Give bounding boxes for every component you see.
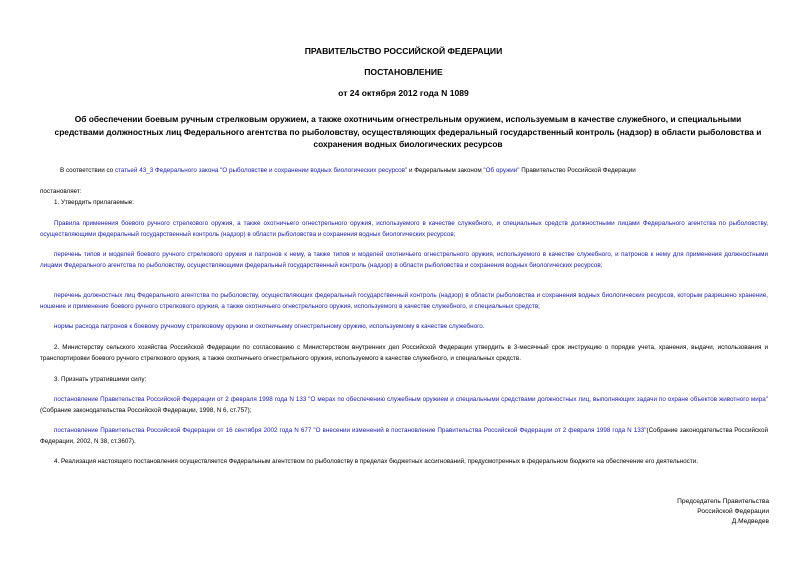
item-3: 3. Признать утратившими силу: bbox=[54, 376, 147, 383]
link-repealed-1998[interactable]: постановление Правительства Российской Федерации от 2 февраля 1998 года N 133 "О мерах по обеспечению служебным оружием и специальными средствами должностных лиц, выполняющих задачи по охране объектов животного мира" bbox=[54, 396, 768, 403]
intro-paragraph: В соответствии со статьей 43_3 Федерального закона "О рыболовстве и сохранении водных биологических ресурсов" и Федеральным законом "Об оружии" Правительство Российской Федерации bbox=[60, 167, 636, 174]
signature-name: Д.Медведев bbox=[731, 518, 769, 526]
link-fishery-law[interactable]: статьей 43_3 Федерального закона "О рыболовстве и сохранении водных биологических ресурсов" bbox=[114, 167, 408, 174]
government-heading: ПРАВИТЕЛЬСТВО РОССИЙСКОЙ ФЕДЕРАЦИИ bbox=[304, 46, 503, 56]
link-weapons-law[interactable]: "Об оружии" bbox=[483, 167, 520, 174]
approved-weapons-list-link[interactable]: перечень типов и моделей боевого ручного стрелкового оружия и патронов к нему, а также типов и моделей охотничьего огнестрельного оружия, используемого в качестве служебного, и патронов к нему для применения должностными лицами Федерального агентства по рыболовству, осуществляющими федеральный государственный контроль (надзор) в области рыболовства и сохранения водных биологических ресурсов; bbox=[40, 251, 768, 269]
signature-country: Российской Федерации bbox=[697, 508, 769, 516]
signature-title: Председатель Правительства bbox=[677, 498, 769, 505]
repealed-item-1: постановление Правительства Российской Федерации от 2 февраля 1998 года N 133 "О мерах по обеспечению служебным оружием и специальными средствами должностных лиц, выполняющих задачи по охране объектов животного мира" (Собрание законодательства Российской Федерации, 1998, N 6, ст.757); bbox=[40, 396, 768, 414]
item-2: 2. Министерству сельского хозяйства Российской Федерации по согласованию с Министерством внутренних дел Российской Федерации утвердить в 3-месячный срок инструкцию о порядке учета, хранения, выдачи, использования и транспортировки боевого ручного стрелкового оружия, а также охотничьего огнестрельного оружия, используемого в качестве служебного, и специальных средств. bbox=[40, 344, 768, 362]
signature-block bbox=[677, 497, 769, 528]
document-date-number: от 24 октября 2012 года N 1089 bbox=[338, 88, 469, 98]
document-title: Об обеспечении боевым ручным стрелковым оружием, а также охотничьим огнестрельным оружием, используемым в качестве служебного, и специальными средствами должностных лиц Федерального агентства по рыболовству, осуществляющих федеральный государственный контроль (надзор) в области рыболовства и сохранения водных биологических ресурсов bbox=[54, 114, 762, 149]
approved-rules-link[interactable]: Правила применения боевого ручного стрелкового оружия, а также охотничьего огнестрельного оружия, используемого в качестве служебного, и специальных средств должностными лицами Федерального агентства по рыболовству, осуществляющими федеральный государственный контроль (надзор) в области рыболовства и сохранения водных биологических ресурсов; bbox=[40, 220, 768, 238]
repealed-item-2: постановление Правительства Российской Федерации от 16 сентября 2002 года N 677 "О внесении изменений в постановление Правительства Российской Федерации от 2 февраля 1998 года N 133"(Собрание законодательства Российской Федерации, 2002, N 38, ст.3607). bbox=[40, 427, 769, 445]
item-1: 1. Утвердить прилагаемые: bbox=[54, 199, 134, 206]
item-4: 4. Реализация настоящего постановления осуществляется Федеральным агентством по рыболовству в пределах бюджетных ассигнований, предусмотренных в федеральном бюджете на обеспечение его деятельности. bbox=[54, 458, 699, 465]
approved-officials-list-link[interactable]: перечень должностных лиц Федерального агентства по рыболовству, осуществляющих федеральный государственный контроль (надзор) в области рыболовства и сохранения водных биологических ресурсов, которым разрешено хранение, ношение и применение боевого ручного стрелкового оружия, а также охотничьего огнестрельного оружия, используемого в качестве служебного, и специальных средств; bbox=[40, 292, 768, 310]
link-repealed-2002[interactable]: постановление Правительства Российской Федерации от 16 сентября 2002 года N 677 "О внесении изменений в постановление Правительства Российской Федерации от 2 февраля 1998 года N 133" bbox=[54, 427, 647, 434]
resolves-text: постановляет: bbox=[40, 188, 82, 195]
approved-ammo-norms-link[interactable]: нормы расхода патронов к боевому ручному стрелковому оружию и охотничьему огнестрельному оружию, используемому в качестве служебного. bbox=[54, 323, 485, 330]
document-type: ПОСТАНОВЛЕНИЕ bbox=[364, 67, 443, 77]
